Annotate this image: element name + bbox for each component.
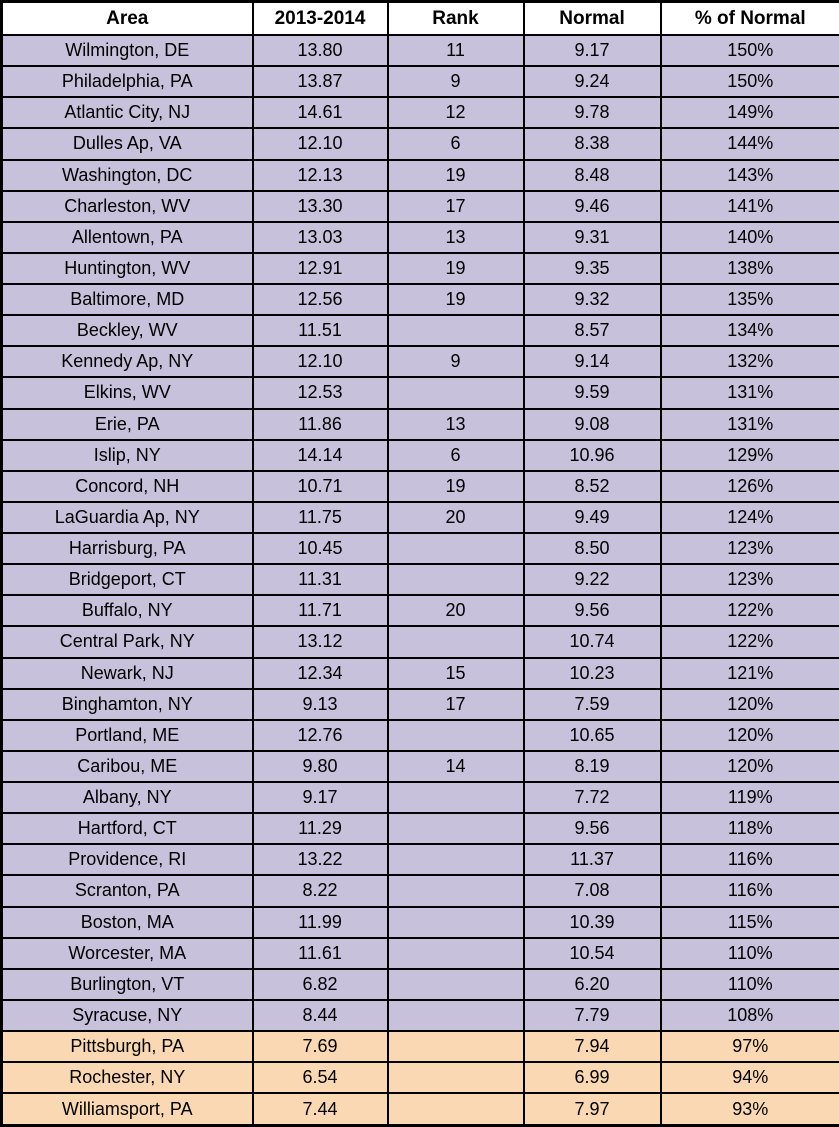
- area-cell: LaGuardia Ap, NY: [2, 502, 253, 533]
- season-cell: 11.51: [253, 315, 388, 346]
- table-row: [2, 97, 839, 128]
- area-cell: Huntington, WV: [2, 253, 253, 284]
- pct-cell: 131%: [661, 377, 839, 408]
- table-row: [2, 502, 839, 533]
- normal-cell: 7.08: [524, 875, 661, 906]
- season-cell: 14.14: [253, 440, 388, 471]
- pct-cell: 135%: [661, 284, 839, 315]
- rank-cell: [388, 782, 524, 813]
- table-row: [2, 409, 839, 440]
- table-row: [2, 533, 839, 564]
- normal-cell: 10.23: [524, 658, 661, 689]
- pct-cell: 120%: [661, 689, 839, 720]
- table-row: [2, 1031, 839, 1062]
- area-cell: Williamsport, PA: [2, 1093, 253, 1125]
- pct-cell: 134%: [661, 315, 839, 346]
- area-cell: Bridgeport, CT: [2, 564, 253, 595]
- rank-cell: 19: [388, 471, 524, 502]
- normal-cell: 7.59: [524, 689, 661, 720]
- season-cell: 11.99: [253, 907, 388, 938]
- area-cell: Atlantic City, NJ: [2, 97, 253, 128]
- table-row: [2, 626, 839, 657]
- season-cell: 9.17: [253, 782, 388, 813]
- normal-cell: 7.97: [524, 1093, 661, 1125]
- season-cell: 12.91: [253, 253, 388, 284]
- area-cell: Scranton, PA: [2, 875, 253, 906]
- normal-cell: 8.57: [524, 315, 661, 346]
- area-cell: Wilmington, DE: [2, 35, 253, 66]
- column-header-rank: Rank: [388, 2, 524, 36]
- season-cell: 12.10: [253, 128, 388, 159]
- table-row: [2, 66, 839, 97]
- table-row: [2, 907, 839, 938]
- area-cell: Buffalo, NY: [2, 595, 253, 626]
- rank-cell: 11: [388, 35, 524, 66]
- rank-cell: [388, 1093, 524, 1125]
- season-cell: 9.80: [253, 751, 388, 782]
- pct-cell: 132%: [661, 346, 839, 377]
- pct-cell: 110%: [661, 938, 839, 969]
- rank-cell: [388, 533, 524, 564]
- rank-cell: 13: [388, 222, 524, 253]
- season-cell: 13.12: [253, 626, 388, 657]
- rank-cell: [388, 564, 524, 595]
- table-row: [2, 471, 839, 502]
- pct-cell: 118%: [661, 813, 839, 844]
- area-cell: Binghamton, NY: [2, 689, 253, 720]
- table-row: [2, 938, 839, 969]
- area-cell: Erie, PA: [2, 409, 253, 440]
- table-body: [2, 35, 839, 1126]
- area-cell: Allentown, PA: [2, 222, 253, 253]
- table-row: [2, 844, 839, 875]
- rank-cell: 6: [388, 128, 524, 159]
- pct-cell: 131%: [661, 409, 839, 440]
- area-cell: Elkins, WV: [2, 377, 253, 408]
- normal-cell: 9.22: [524, 564, 661, 595]
- normal-cell: 10.96: [524, 440, 661, 471]
- normal-cell: 11.37: [524, 844, 661, 875]
- rank-cell: [388, 1000, 524, 1031]
- rank-cell: [388, 377, 524, 408]
- table-row: [2, 1093, 839, 1125]
- rank-cell: [388, 813, 524, 844]
- season-cell: 13.30: [253, 191, 388, 222]
- area-cell: Portland, ME: [2, 720, 253, 751]
- rank-cell: 20: [388, 502, 524, 533]
- pct-cell: 116%: [661, 844, 839, 875]
- pct-cell: 123%: [661, 564, 839, 595]
- season-cell: 14.61: [253, 97, 388, 128]
- normal-cell: 9.17: [524, 35, 661, 66]
- season-cell: 13.80: [253, 35, 388, 66]
- area-cell: Kennedy Ap, NY: [2, 346, 253, 377]
- pct-cell: 144%: [661, 128, 839, 159]
- season-cell: 10.45: [253, 533, 388, 564]
- table-row: [2, 191, 839, 222]
- pct-cell: 129%: [661, 440, 839, 471]
- normal-cell: 9.31: [524, 222, 661, 253]
- pct-cell: 97%: [661, 1031, 839, 1062]
- normal-cell: 9.24: [524, 66, 661, 97]
- pct-cell: 108%: [661, 1000, 839, 1031]
- normal-cell: 6.20: [524, 969, 661, 1000]
- rank-cell: 13: [388, 409, 524, 440]
- rank-cell: 17: [388, 689, 524, 720]
- normal-cell: 9.59: [524, 377, 661, 408]
- pct-cell: 93%: [661, 1093, 839, 1125]
- season-cell: 9.13: [253, 689, 388, 720]
- season-cell: 10.71: [253, 471, 388, 502]
- pct-cell: 94%: [661, 1062, 839, 1093]
- area-cell: Baltimore, MD: [2, 284, 253, 315]
- area-cell: Pittsburgh, PA: [2, 1031, 253, 1062]
- rank-cell: 14: [388, 751, 524, 782]
- normal-cell: 8.38: [524, 128, 661, 159]
- pct-cell: 150%: [661, 66, 839, 97]
- normal-cell: 7.72: [524, 782, 661, 813]
- season-cell: 13.22: [253, 844, 388, 875]
- season-cell: 12.76: [253, 720, 388, 751]
- pct-cell: 120%: [661, 751, 839, 782]
- table-row: [2, 315, 839, 346]
- normal-cell: 7.94: [524, 1031, 661, 1062]
- area-cell: Albany, NY: [2, 782, 253, 813]
- area-cell: Dulles Ap, VA: [2, 128, 253, 159]
- area-cell: Charleston, WV: [2, 191, 253, 222]
- pct-cell: 123%: [661, 533, 839, 564]
- area-cell: Hartford, CT: [2, 813, 253, 844]
- pct-cell: 122%: [661, 595, 839, 626]
- season-cell: 12.13: [253, 160, 388, 191]
- area-cell: Central Park, NY: [2, 626, 253, 657]
- pct-cell: 115%: [661, 907, 839, 938]
- normal-cell: 9.56: [524, 595, 661, 626]
- normal-cell: 9.78: [524, 97, 661, 128]
- area-cell: Newark, NJ: [2, 658, 253, 689]
- table-row: [2, 595, 839, 626]
- table-row: [2, 128, 839, 159]
- rank-cell: [388, 969, 524, 1000]
- rank-cell: [388, 844, 524, 875]
- season-cell: 13.87: [253, 66, 388, 97]
- table-row: [2, 658, 839, 689]
- season-cell: 6.82: [253, 969, 388, 1000]
- rank-cell: 20: [388, 595, 524, 626]
- normal-cell: 9.49: [524, 502, 661, 533]
- normal-cell: 6.99: [524, 1062, 661, 1093]
- rank-cell: [388, 626, 524, 657]
- season-cell: 8.22: [253, 875, 388, 906]
- rank-cell: 19: [388, 253, 524, 284]
- table-row: [2, 346, 839, 377]
- rank-cell: [388, 1062, 524, 1093]
- season-cell: 11.61: [253, 938, 388, 969]
- table-row: [2, 875, 839, 906]
- normal-cell: 7.79: [524, 1000, 661, 1031]
- season-cell: 8.44: [253, 1000, 388, 1031]
- normal-cell: 10.54: [524, 938, 661, 969]
- rank-cell: [388, 938, 524, 969]
- table-row: [2, 813, 839, 844]
- table-row: [2, 35, 839, 66]
- area-cell: Boston, MA: [2, 907, 253, 938]
- table-row: [2, 969, 839, 1000]
- pct-cell: 138%: [661, 253, 839, 284]
- table-row: [2, 1000, 839, 1031]
- pct-cell: 110%: [661, 969, 839, 1000]
- season-cell: 11.29: [253, 813, 388, 844]
- season-cell: 13.03: [253, 222, 388, 253]
- normal-cell: 10.39: [524, 907, 661, 938]
- rank-cell: 17: [388, 191, 524, 222]
- pct-cell: 121%: [661, 658, 839, 689]
- rank-cell: [388, 1031, 524, 1062]
- table-row: [2, 689, 839, 720]
- pct-cell: 150%: [661, 35, 839, 66]
- pct-cell: 122%: [661, 626, 839, 657]
- table-row: [2, 377, 839, 408]
- area-cell: Providence, RI: [2, 844, 253, 875]
- normal-cell: 8.48: [524, 160, 661, 191]
- table-row: [2, 751, 839, 782]
- area-cell: Concord, NH: [2, 471, 253, 502]
- pct-cell: 116%: [661, 875, 839, 906]
- area-cell: Caribou, ME: [2, 751, 253, 782]
- season-cell: 7.44: [253, 1093, 388, 1125]
- rank-cell: 6: [388, 440, 524, 471]
- rank-cell: 19: [388, 160, 524, 191]
- table-row: [2, 782, 839, 813]
- table-header: [2, 2, 839, 36]
- season-cell: 12.56: [253, 284, 388, 315]
- area-cell: Philadelphia, PA: [2, 66, 253, 97]
- table-row: [2, 253, 839, 284]
- area-cell: Burlington, VT: [2, 969, 253, 1000]
- season-cell: 12.34: [253, 658, 388, 689]
- season-cell: 11.71: [253, 595, 388, 626]
- header-row: [2, 2, 839, 36]
- table-row: [2, 160, 839, 191]
- rank-cell: [388, 907, 524, 938]
- table-row: [2, 284, 839, 315]
- pct-cell: 140%: [661, 222, 839, 253]
- season-cell: 7.69: [253, 1031, 388, 1062]
- normal-cell: 9.32: [524, 284, 661, 315]
- normal-cell: 10.74: [524, 626, 661, 657]
- pct-cell: 124%: [661, 502, 839, 533]
- rank-cell: [388, 720, 524, 751]
- column-header-normal: Normal: [524, 2, 661, 36]
- table-row: [2, 564, 839, 595]
- normal-cell: 9.35: [524, 253, 661, 284]
- table-row: [2, 222, 839, 253]
- pct-cell: 149%: [661, 97, 839, 128]
- area-cell: Islip, NY: [2, 440, 253, 471]
- column-header-pct-of-normal: % of Normal: [661, 2, 839, 36]
- pct-cell: 143%: [661, 160, 839, 191]
- area-cell: Rochester, NY: [2, 1062, 253, 1093]
- pct-cell: 141%: [661, 191, 839, 222]
- area-cell: Beckley, WV: [2, 315, 253, 346]
- normal-cell: 8.50: [524, 533, 661, 564]
- column-header-season: 2013-2014: [253, 2, 388, 36]
- season-cell: 11.31: [253, 564, 388, 595]
- rank-cell: 19: [388, 284, 524, 315]
- rank-cell: 15: [388, 658, 524, 689]
- area-cell: Syracuse, NY: [2, 1000, 253, 1031]
- rank-cell: 9: [388, 66, 524, 97]
- area-cell: Worcester, MA: [2, 938, 253, 969]
- pct-cell: 120%: [661, 720, 839, 751]
- rank-cell: [388, 875, 524, 906]
- rank-cell: [388, 315, 524, 346]
- normal-cell: 9.14: [524, 346, 661, 377]
- pct-cell: 119%: [661, 782, 839, 813]
- table-row: [2, 720, 839, 751]
- season-cell: 12.10: [253, 346, 388, 377]
- season-cell: 11.86: [253, 409, 388, 440]
- normal-cell: 8.19: [524, 751, 661, 782]
- rank-cell: 12: [388, 97, 524, 128]
- season-cell: 6.54: [253, 1062, 388, 1093]
- season-cell: 12.53: [253, 377, 388, 408]
- normal-cell: 8.52: [524, 471, 661, 502]
- column-header-area: Area: [2, 2, 253, 36]
- rank-cell: 9: [388, 346, 524, 377]
- area-cell: Washington, DC: [2, 160, 253, 191]
- normal-cell: 10.65: [524, 720, 661, 751]
- normal-cell: 9.56: [524, 813, 661, 844]
- area-cell: Harrisburg, PA: [2, 533, 253, 564]
- season-cell: 11.75: [253, 502, 388, 533]
- table-row: [2, 1062, 839, 1093]
- pct-cell: 126%: [661, 471, 839, 502]
- normal-cell: 9.08: [524, 409, 661, 440]
- normal-cell: 9.46: [524, 191, 661, 222]
- table-row: [2, 440, 839, 471]
